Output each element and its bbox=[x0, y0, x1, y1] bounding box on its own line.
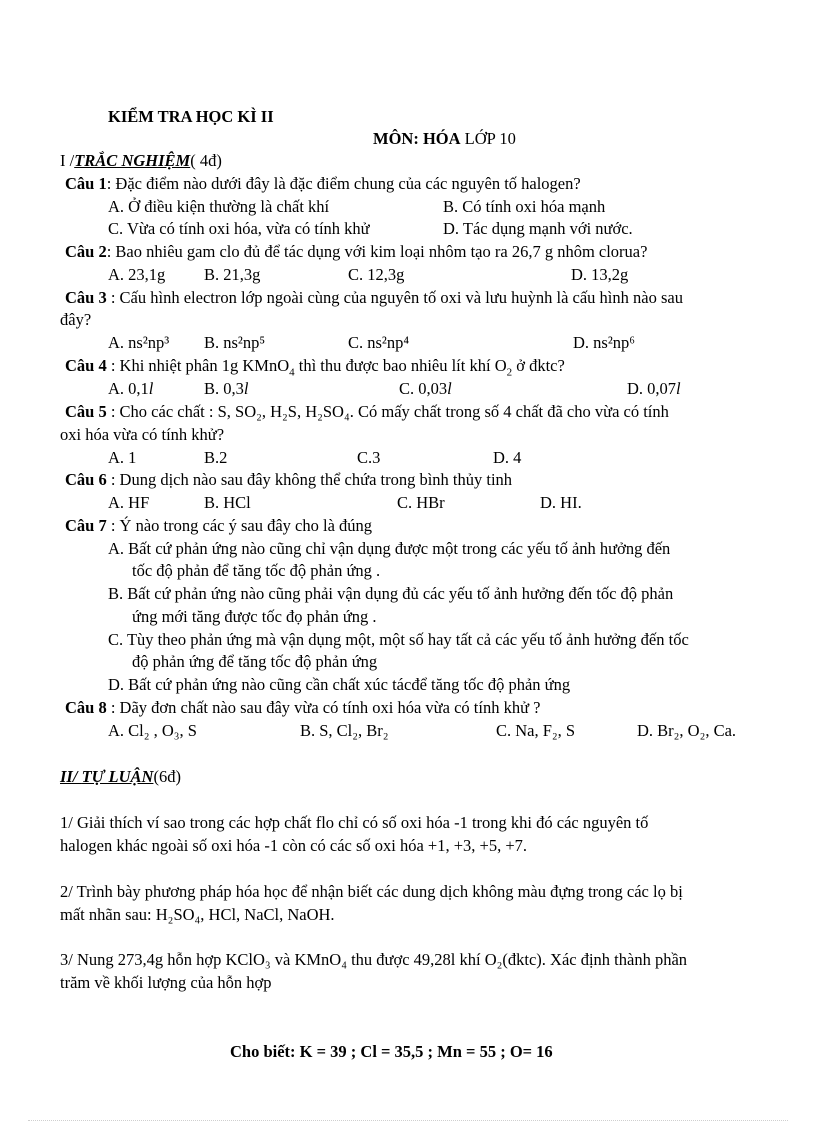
q6-option-c: C. HBr bbox=[397, 493, 445, 512]
question-2 bbox=[65, 242, 647, 262]
question-8-text: : Dãy đơn chất nào sau đây vừa có tính oxi hóa vừa có tính khử ? bbox=[106, 698, 541, 717]
q2-option-c: C. 12,3g bbox=[348, 265, 405, 284]
q4-option-a-value: A. 0,1 bbox=[108, 379, 149, 398]
q1-option-c: C. Vừa có tính oxi hóa, vừa có tính khử bbox=[108, 219, 370, 238]
part2-heading bbox=[60, 767, 181, 787]
part2-title: TỰ LUẬN bbox=[81, 767, 154, 786]
q4-option-c-value: C. 0,03 bbox=[399, 379, 448, 398]
q7-option-c-line1: C. Tùy theo phản ứng mà vận dụng một, một số hay tất cả các yếu tố ảnh hưởng đến tốc bbox=[108, 630, 689, 649]
q4-option-d-unit: l bbox=[676, 379, 681, 398]
question-4-label: Câu 4 bbox=[65, 356, 107, 375]
q5-option-a: A. 1 bbox=[108, 448, 137, 467]
q8-option-d: D. Br₂, O₂, Ca. bbox=[637, 721, 737, 740]
question-4-sub-1: 4 bbox=[289, 366, 295, 379]
question-3 bbox=[65, 288, 683, 308]
q5-option-d: D. 4 bbox=[493, 448, 522, 467]
q5-option-c: C.3 bbox=[357, 448, 381, 467]
q6-option-b: B. HCl bbox=[204, 493, 251, 512]
essay-2-line2: mất nhãn sau: H₂SO₄, HCl, NaCl, NaOH. bbox=[60, 905, 335, 924]
essay-1-line2: halogen khác ngoài số oxi hóa -1 còn có các số oxi hóa +1, +3, +5, +7. bbox=[60, 836, 528, 855]
q2-option-a: A. 23,1g bbox=[108, 265, 166, 284]
exam-title: KIỂM TRA HỌC KÌ II bbox=[108, 107, 274, 126]
part1-points: ( 4đ) bbox=[190, 151, 222, 170]
q4-option-c bbox=[399, 379, 452, 399]
q1-option-a: A. Ở điều kiện thường là chất khí bbox=[108, 197, 330, 216]
subject-grade: LỚP 10 bbox=[464, 129, 516, 148]
question-7-text: : Ý nào trong các ý sau đây cho là đúng bbox=[106, 516, 373, 535]
question-3-text: : Cấu hình electron lớp ngoài cùng của nguyên tố oxi và lưu huỳnh là cấu hình nào sau bbox=[106, 288, 683, 307]
question-4-text-post: ở đktc? bbox=[512, 356, 565, 375]
q7-option-b-line2: ứng mới tăng được tốc đọ phản ứng . bbox=[132, 607, 377, 626]
q4-option-a bbox=[108, 379, 153, 399]
question-5-label: Câu 5 bbox=[65, 402, 107, 421]
q4-option-d-value: D. 0,07 bbox=[627, 379, 677, 398]
q2-option-d: D. 13,2g bbox=[571, 265, 629, 284]
q8-option-b: B. S, Cl₂, Br₂ bbox=[300, 721, 389, 740]
q4-option-d bbox=[627, 379, 681, 399]
essay-1-line1: 1/ Giải thích ví sao trong các hợp chất flo chỉ có số oxi hóa -1 trong khi đó các nguyên tố bbox=[60, 813, 649, 832]
question-1-label: Câu 1 bbox=[65, 174, 107, 193]
q3-option-b: B. ns²np⁵ bbox=[204, 333, 266, 352]
q6-option-a: A. HF bbox=[108, 493, 150, 512]
essay-3-line1: 3/ Nung 273,4g hỗn hợp KClO₃ và KMnO₄ thu được 49,28l khí O₂(đktc). Xác định thành phần bbox=[60, 950, 688, 969]
q3-option-c: C. ns²np⁴ bbox=[348, 333, 410, 352]
q4-option-b-value: B. 0,3 bbox=[204, 379, 244, 398]
q6-option-d: D. HI. bbox=[540, 493, 582, 512]
question-8 bbox=[65, 698, 540, 718]
question-4-sub-2: 2 bbox=[506, 366, 513, 379]
q3-option-d: D. ns²np⁶ bbox=[573, 333, 636, 352]
q4-option-b bbox=[204, 379, 248, 399]
question-6 bbox=[65, 470, 512, 490]
question-5 bbox=[65, 402, 669, 422]
part1-title: TRẮC NGHIỆM bbox=[74, 151, 191, 170]
q5-option-b: B.2 bbox=[204, 448, 228, 467]
question-3-text-cont: đây? bbox=[60, 310, 92, 329]
atomic-masses-note: Cho biết: K = 39 ; Cl = 35,5 ; Mn = 55 ; O= 16 bbox=[230, 1042, 553, 1061]
subject-line bbox=[373, 129, 516, 149]
part1-roman: I / bbox=[60, 151, 75, 170]
question-1 bbox=[65, 174, 581, 194]
question-5-text: : Cho các chất : S, SO₂, H₂S, H₂SO₄. Có mấy chất trong số 4 chất đã cho vừa có tính bbox=[106, 402, 669, 421]
q7-option-a-line1: A. Bất cứ phản ứng nào cũng chỉ vận dụng được một trong các yếu tố ảnh hưởng đến bbox=[108, 539, 671, 558]
question-2-text: : Bao nhiêu gam clo đủ để tác dụng với kim loại nhôm tạo ra 26,7 g nhôm clorua? bbox=[106, 242, 648, 261]
q1-option-d: D. Tác dụng mạnh với nước. bbox=[443, 219, 633, 238]
q3-option-a: A. ns²np³ bbox=[108, 333, 170, 352]
subject-name: MÔN: HÓA bbox=[373, 129, 461, 148]
page-bottom-divider bbox=[28, 1120, 788, 1121]
q4-option-c-unit: l bbox=[447, 379, 452, 398]
q7-option-a-line2: tốc độ phản để tăng tốc độ phản ứng . bbox=[132, 561, 381, 580]
essay-3-line2: trăm về khối lượng của hỗn hợp bbox=[60, 973, 272, 992]
q7-option-c-line2: độ phản ứng để tăng tốc độ phản ứng bbox=[132, 652, 378, 671]
question-3-label: Câu 3 bbox=[65, 288, 107, 307]
q7-option-b-line1: B. Bất cứ phản ứng nào cũng phải vận dụng đủ các yếu tố ảnh hưởng đến tốc độ phản bbox=[108, 584, 674, 603]
question-6-text: : Dung dịch nào sau đây không thể chứa trong bình thủy tinh bbox=[106, 470, 513, 489]
question-5-text-cont: oxi hóa vừa có tính khử? bbox=[60, 425, 225, 444]
part2-points: (6đ) bbox=[153, 767, 181, 786]
q7-option-d-line1: D. Bất cứ phản ứng nào cũng cần chất xúc tácđể tăng tốc độ phản ứng bbox=[108, 675, 571, 694]
q8-option-a: A. Cl₂ , O₃, S bbox=[108, 721, 197, 740]
question-1-text: : Đặc điểm nào dưới đây là đặc điểm chung của các nguyên tố halogen? bbox=[106, 174, 581, 193]
question-8-label: Câu 8 bbox=[65, 698, 107, 717]
question-4-text-pre: : Khi nhiệt phân 1g KMnO bbox=[106, 356, 290, 375]
question-2-label: Câu 2 bbox=[65, 242, 107, 261]
part1-heading bbox=[60, 151, 222, 171]
part2-roman: II/ bbox=[60, 767, 82, 786]
q2-option-b: B. 21,3g bbox=[204, 265, 261, 284]
q1-option-b: B. Có tính oxi hóa mạnh bbox=[443, 197, 606, 216]
q4-option-a-unit: l bbox=[148, 379, 154, 398]
q8-option-c: C. Na, F₂, S bbox=[496, 721, 576, 740]
question-7-label: Câu 7 bbox=[65, 516, 107, 535]
essay-2-line1: 2/ Trình bày phương pháp hóa học để nhận biết các dung dịch không màu đựng trong các lọ bị bbox=[60, 882, 683, 901]
question-4-text-mid: thì thu được bao nhiêu lít khí O bbox=[294, 356, 507, 375]
question-6-label: Câu 6 bbox=[65, 470, 107, 489]
question-7 bbox=[65, 516, 372, 536]
q4-option-b-unit: l bbox=[243, 379, 249, 398]
